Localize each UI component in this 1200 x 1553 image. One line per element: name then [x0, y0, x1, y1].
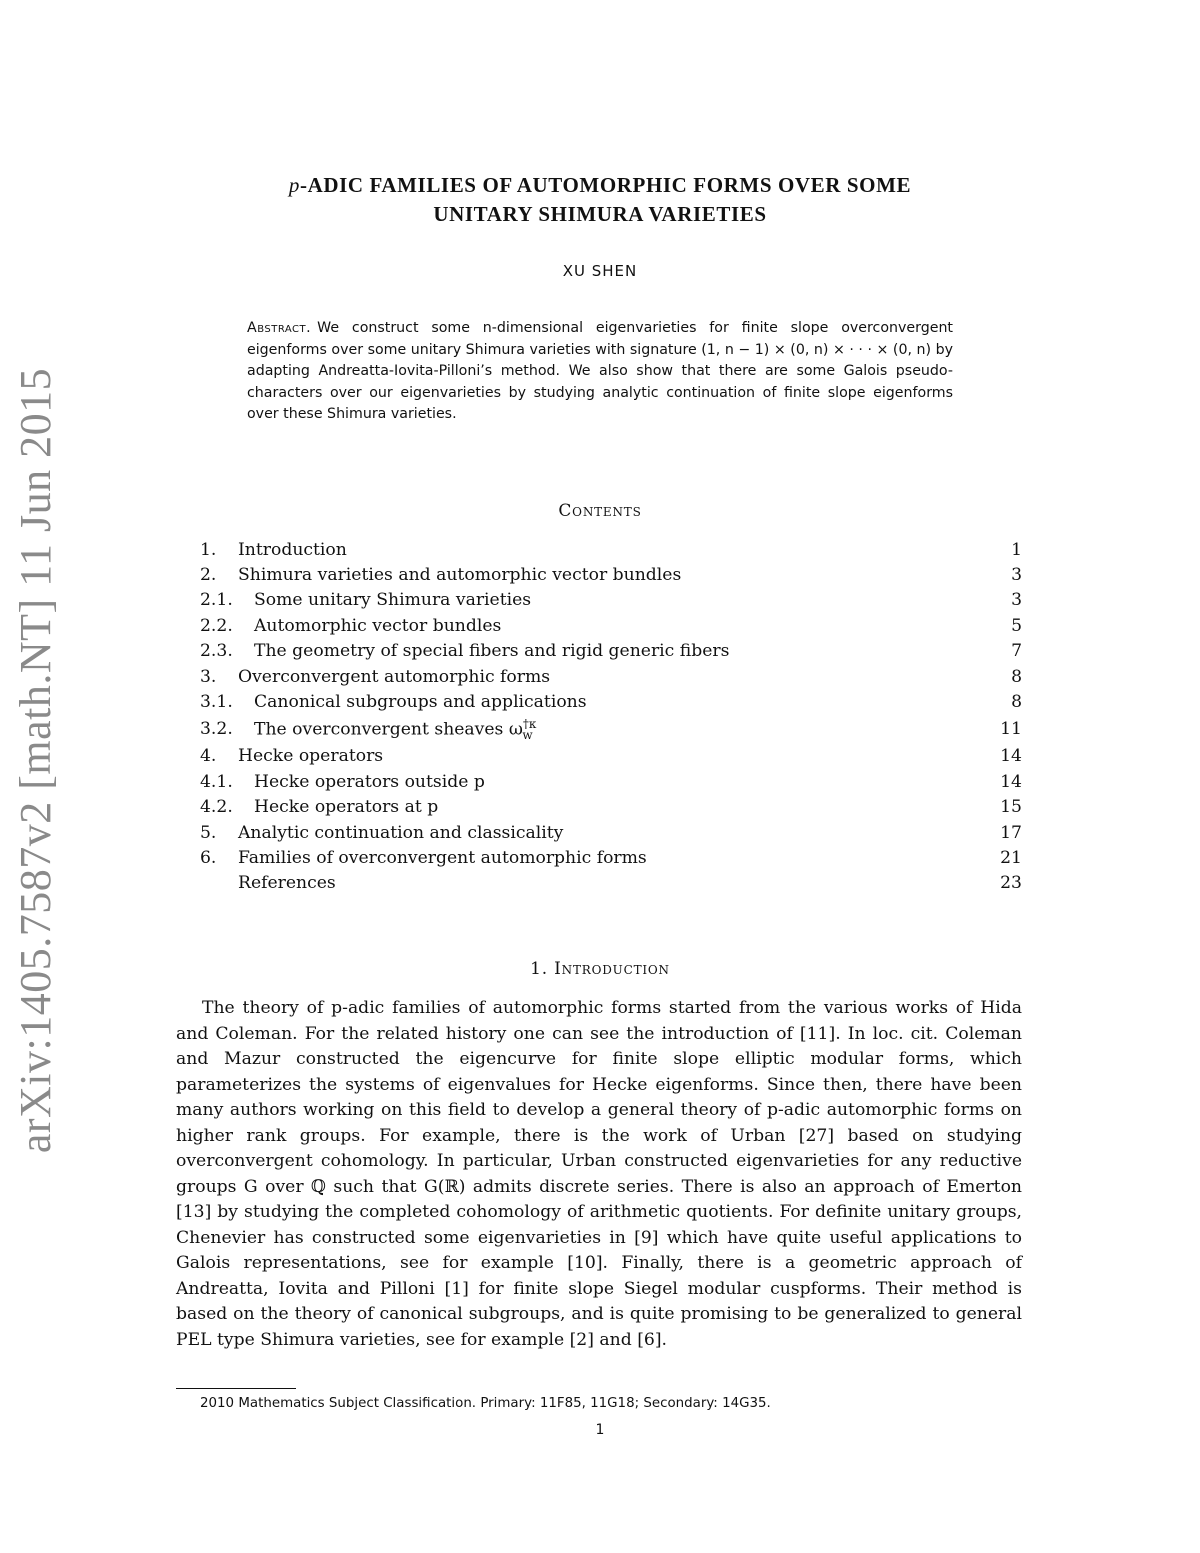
toc-entry-page: 7 — [1011, 641, 1022, 662]
toc-entry-title — [238, 667, 982, 687]
toc-entry-number: 4.1. — [200, 771, 233, 792]
toc-entry[interactable] — [200, 820, 1022, 845]
toc-entry-number: 6. — [200, 847, 217, 868]
toc-entry-title — [238, 540, 982, 560]
toc-entry-title — [238, 746, 982, 766]
toc-entry-title-text: Introduction — [238, 539, 347, 560]
introduction-heading: 1. Introduction — [530, 959, 670, 979]
arxiv-identifier: arXiv:1405.7587v2 [math.NT] 11 Jun 2015 — [11, 367, 61, 1153]
toc-entry[interactable] — [200, 639, 1022, 664]
introduction-paragraph: The theory of p-adic families of automorphic forms started from the various works of Hida and Coleman. For the related history one can see the introduction of [11]. In loc. cit. Coleman and Mazur constructed the eigencurve for finite slope elliptic modular forms, which parameterizes the systems of eigenvalues for Hecke eigenforms. Since then, there have been many authors working on this field to develop a general theory of p-adic automorphic forms on higher rank groups. For example, there is the work of Urban [27] based on studying overconvergent cohomology. In particular, Urban constructed eigenvarieties for any reductive groups G over ℚ such that G(ℝ) admits discrete series. There is also an approach of Emerton [13] by studying the completed cohomology of arithmetic quotients. For definite unitary groups, Chenevier has constructed some eigenvarieties in [9] which have quite useful applications to Galois representations, see for example [10]. Finally, there is a geometric approach of Andreatta, Iovita and Pilloni [1] for finite slope Siegel modular cuspforms. Their method is based on the theory of canonical subgroups, and is quite promising to be generalized to general PEL type Shimura varieties, see for example [2] and [6]. — [176, 998, 1022, 1350]
toc-entry-number: 1. — [200, 539, 217, 560]
toc-entry-title-text: Hecke operators outside p — [254, 771, 485, 792]
toc-entry[interactable] — [200, 769, 1022, 794]
toc-entry[interactable] — [200, 537, 1022, 562]
toc-entry[interactable] — [200, 744, 1022, 769]
toc-entry-title — [238, 873, 982, 893]
toc-entry-page: 14 — [1000, 746, 1022, 767]
toc-entry-page: 3 — [1011, 590, 1022, 611]
toc-entry-title — [254, 590, 982, 610]
abstract — [247, 318, 953, 426]
toc-entry-title — [254, 616, 982, 636]
toc-entry-number: 5. — [200, 822, 217, 843]
toc-entry-number: 2.1. — [200, 590, 233, 611]
toc-entry-title-text: Analytic continuation and classicality — [238, 822, 564, 843]
toc-math-subscript: w — [522, 727, 533, 742]
toc-entry[interactable] — [200, 689, 1022, 714]
toc-entry-page: 11 — [1000, 719, 1022, 740]
title-p-symbol: p — [288, 173, 300, 197]
toc-entry[interactable] — [200, 562, 1022, 587]
toc-entry-number: 3.1. — [200, 692, 233, 713]
footnote-rule — [176, 1388, 296, 1389]
toc-entry[interactable] — [200, 845, 1022, 870]
toc-entry-title — [238, 823, 982, 843]
toc-entry[interactable] — [200, 588, 1022, 613]
contents-heading: Contents — [558, 501, 642, 521]
toc-entry-title-text: Automorphic vector bundles — [254, 615, 502, 636]
toc-entry-page: 8 — [1011, 666, 1022, 687]
toc-entry[interactable] — [200, 795, 1022, 820]
toc-entry-number: 3. — [200, 666, 217, 687]
toc-entry[interactable] — [200, 664, 1022, 689]
abstract-label: Abstract. — [247, 320, 312, 336]
toc-entry-page: 5 — [1011, 615, 1022, 636]
toc-entry-title — [238, 848, 982, 868]
toc-entry-title-text: The overconvergent sheaves ω — [254, 719, 523, 740]
toc-entry-title — [254, 717, 982, 742]
toc-entry-title — [254, 692, 982, 712]
toc-entry[interactable] — [200, 715, 1022, 744]
toc-entry-title-text: Hecke operators — [238, 746, 384, 767]
toc-entry-title-text: References — [238, 873, 336, 894]
toc-entry-title — [238, 565, 982, 585]
toc-entry-page: 8 — [1011, 692, 1022, 713]
toc-entry-page: 17 — [1000, 822, 1022, 843]
toc-entry-title — [254, 772, 982, 792]
toc-entry-page: 3 — [1011, 565, 1022, 586]
toc-entry-page: 21 — [1000, 847, 1022, 868]
toc-entry-page: 14 — [1000, 771, 1022, 792]
toc-entry-page: 15 — [1000, 797, 1022, 818]
title-line-2: UNITARY SHIMURA VARIETIES — [433, 202, 767, 226]
abstract-text: We construct some n-dimensional eigenvarieties for finite slope overconvergent eigenforms over some unitary Shimura varieties with signature (1, n − 1) × (0, n) × · · · × (0, n) by adapting Andreatta-Iovita-Pilloni’s method. We also show that there are some Galois pseudo-characters over our eigenvarieties by studying analytic continuation of finite slope eigenforms over these Shimura varieties. — [247, 320, 953, 422]
toc-entry-title-text: Hecke operators at p — [254, 797, 439, 818]
toc-entry-number: 2.2. — [200, 615, 233, 636]
toc-entry-title — [254, 641, 982, 661]
page-number: 1 — [595, 1422, 605, 1438]
toc-entry-number: 2. — [200, 565, 217, 586]
toc-entry-title-text: Families of overconvergent automorphic forms — [238, 847, 647, 868]
toc-entry-title-text: Shimura varieties and automorphic vector bundles — [238, 565, 682, 586]
toc-entry-title-text: Overconvergent automorphic forms — [238, 666, 551, 687]
toc-entry-title-text: The geometry of special fibers and rigid generic fibers — [254, 641, 730, 662]
toc-entry-number: 4. — [200, 746, 217, 767]
toc-math-superscript: †κ — [522, 716, 537, 731]
toc-entry-number: 3.2. — [200, 719, 233, 740]
toc-entry-title-text: Canonical subgroups and applications — [254, 692, 587, 713]
toc-entry-page: 1 — [1011, 539, 1022, 560]
toc-entry-title — [254, 797, 982, 817]
title-line-1-text: -ADIC FAMILIES OF AUTOMORPHIC FORMS OVER SOME — [299, 173, 912, 197]
toc-entry[interactable] — [200, 613, 1022, 638]
paper-title — [175, 171, 1025, 229]
table-of-contents — [200, 537, 1022, 896]
toc-entry-number: 4.2. — [200, 797, 233, 818]
title-line-1 — [175, 171, 1025, 200]
author-name: XU SHEN — [562, 262, 638, 280]
toc-entry-page: 23 — [1000, 873, 1022, 894]
arxiv-side-stamp — [6, 367, 66, 1153]
toc-entry[interactable] — [200, 871, 1022, 896]
footnote-msc: 2010 Mathematics Subject Classification. Primary: 11F85, 11G18; Secondary: 14G35. — [200, 1396, 771, 1411]
toc-entry-title-text: Some unitary Shimura varieties — [254, 590, 532, 611]
toc-entry-number: 2.3. — [200, 641, 233, 662]
